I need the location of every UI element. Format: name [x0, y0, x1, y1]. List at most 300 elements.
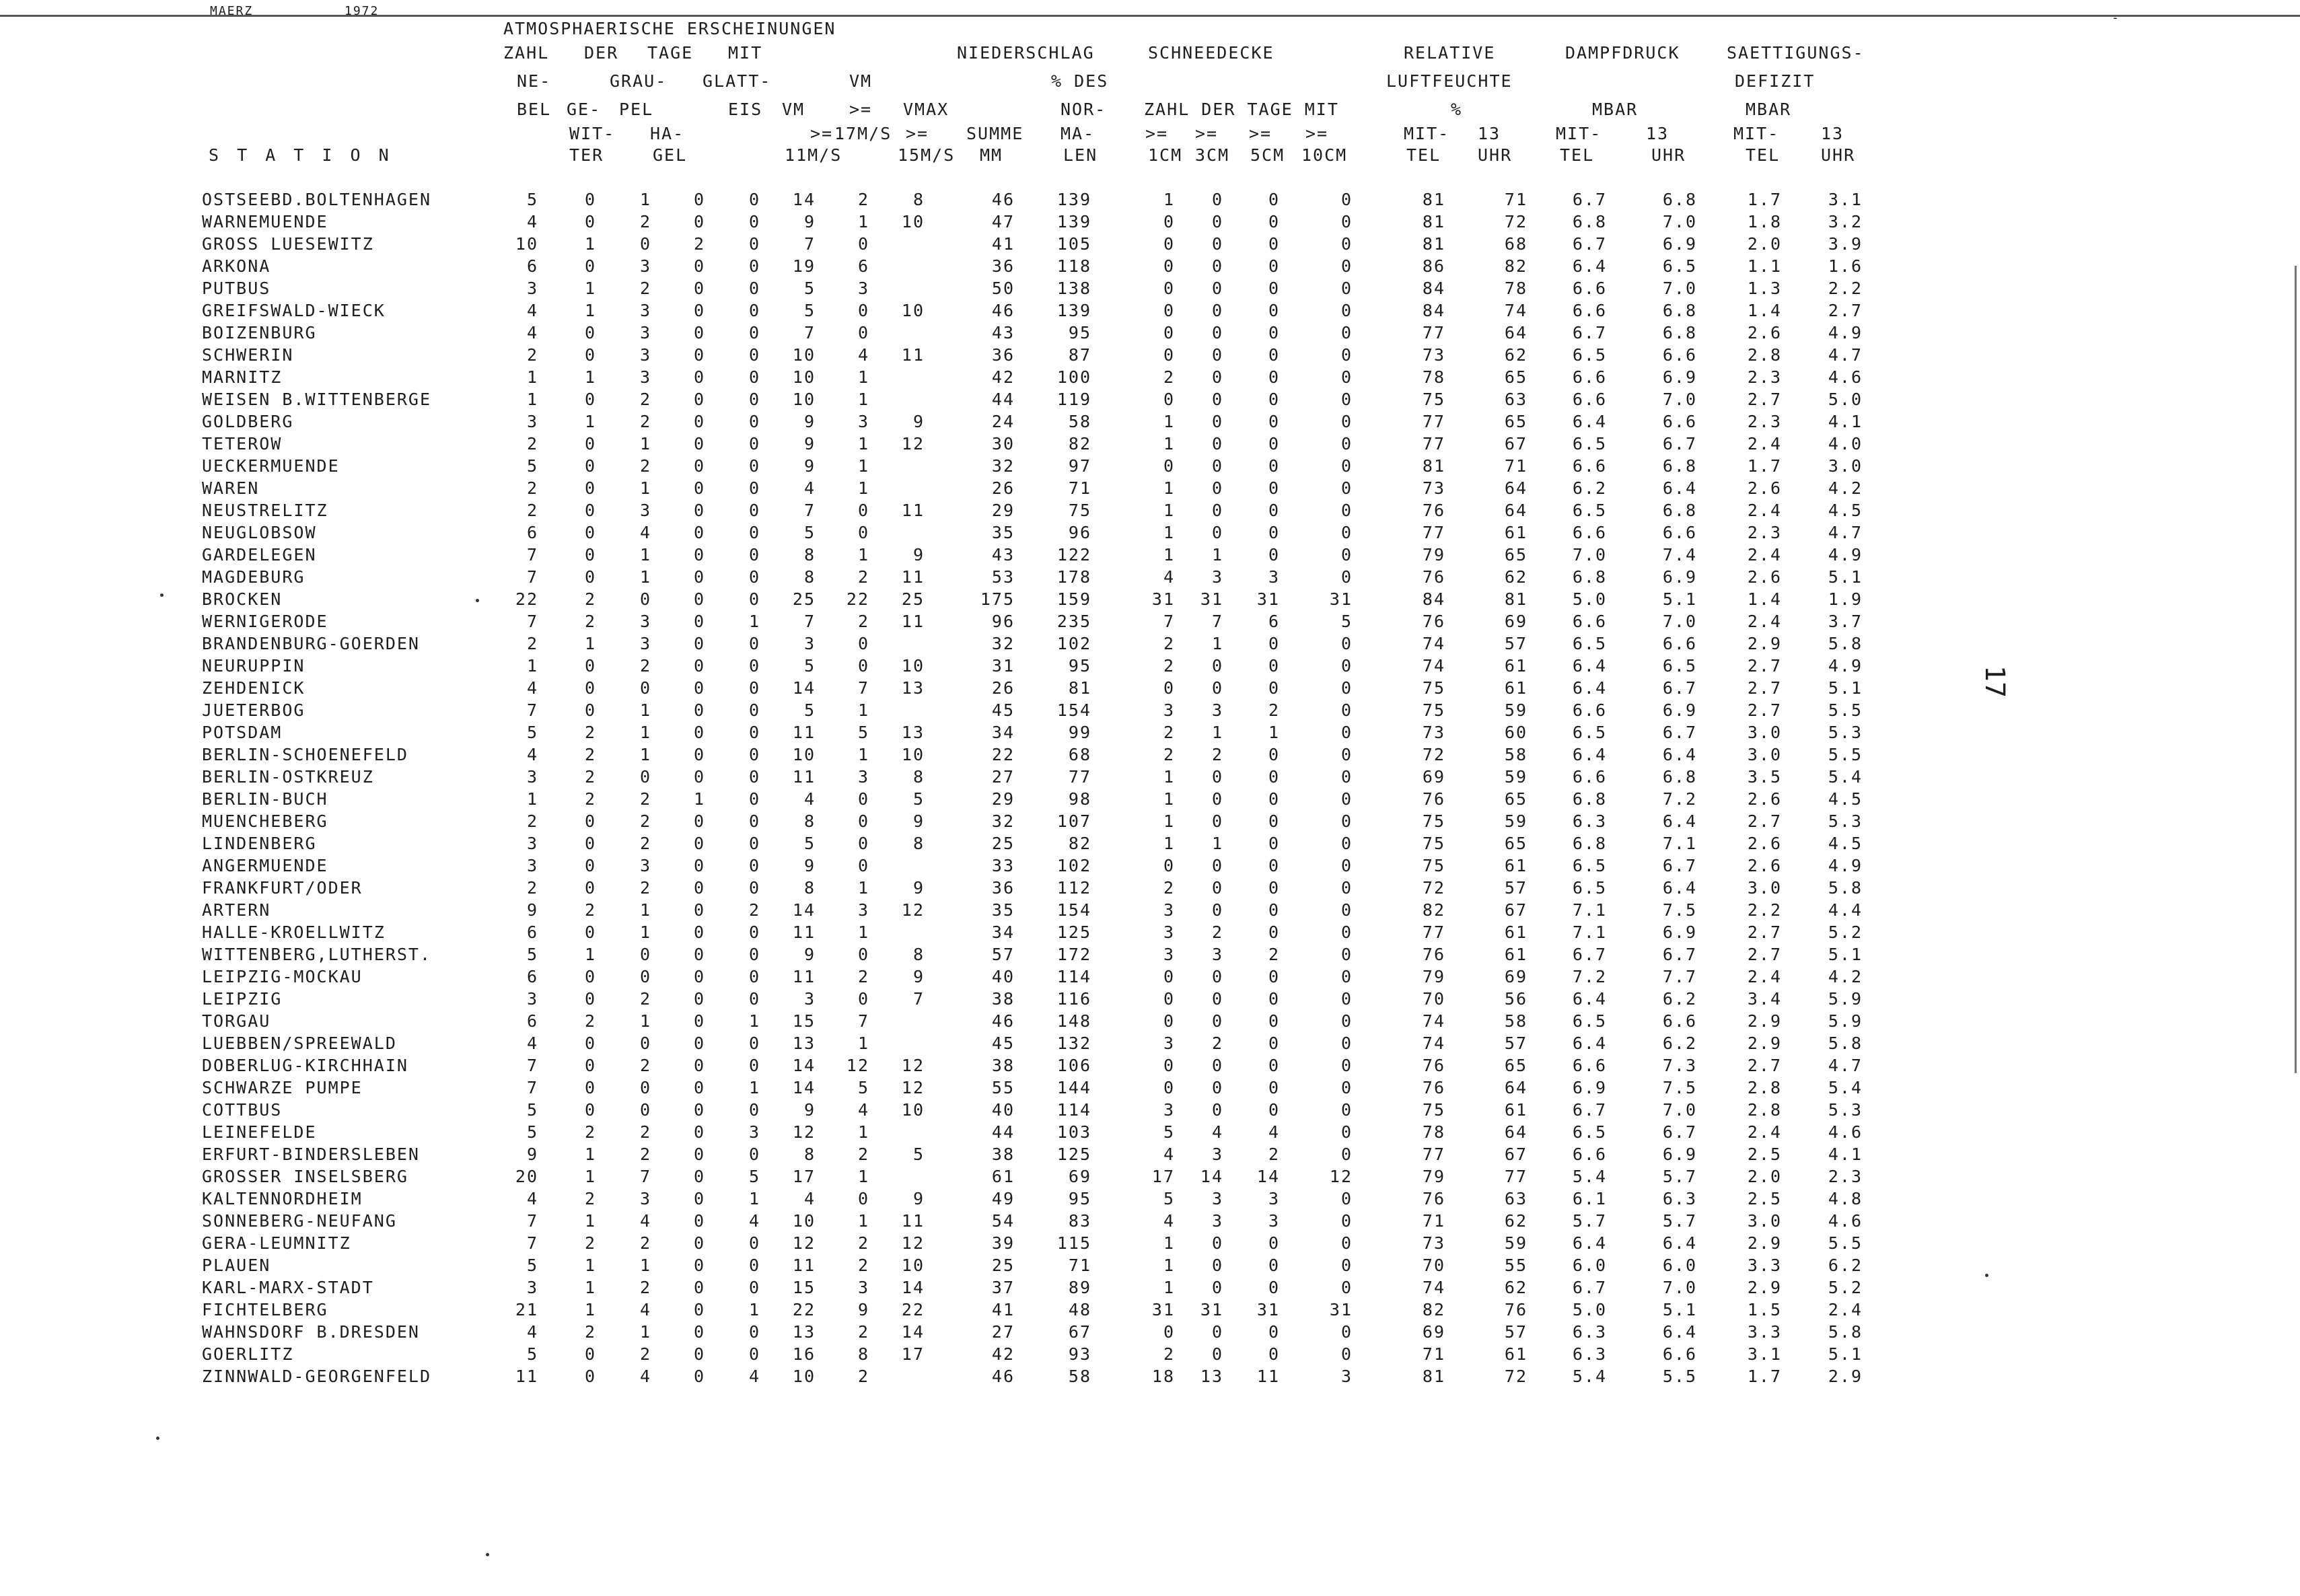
cell-saett-13uhr: 4.6 [1828, 367, 1863, 387]
cell-hagel: 0 [693, 279, 705, 298]
cell-dampf-13uhr: 7.5 [1662, 1078, 1697, 1097]
cell-graupel: 1 [639, 723, 651, 742]
cell-nebel: 7 [526, 612, 538, 631]
cell-snow-1cm: 3 [1163, 1033, 1175, 1053]
cell-hagel: 0 [693, 523, 705, 542]
cell-nebel: 4 [526, 745, 538, 764]
cell-vm11: 10 [792, 745, 816, 764]
cell-rh-13uhr: 61 [1504, 1344, 1528, 1364]
cell-snow-10cm: 0 [1340, 1278, 1353, 1297]
cell-glatteis: 0 [748, 1100, 760, 1120]
cell-vm17: 0 [857, 234, 869, 254]
cell-snow-1cm: 2 [1163, 656, 1175, 676]
cell-dampf-mittel: 6.5 [1572, 1122, 1607, 1142]
cell-rh-13uhr: 72 [1504, 1367, 1528, 1386]
cell-summe-mm: 32 [991, 456, 1015, 476]
cell-vm17: 0 [857, 656, 869, 676]
cell-graupel: 0 [639, 1033, 651, 1053]
cell-gewitter: 0 [584, 256, 596, 276]
cell-vm11: 9 [803, 434, 816, 454]
cell-snow-5cm: 0 [1268, 501, 1280, 520]
cell-rh-mittel: 81 [1422, 234, 1445, 254]
cell-hagel: 0 [693, 1167, 705, 1186]
page-number: 17 [1979, 665, 2011, 698]
cell-summe-mm: 45 [991, 1033, 1015, 1053]
cell-pct-normal: 71 [1068, 1256, 1091, 1275]
table-row [0, 567, 2300, 589]
cell-pct-normal: 99 [1068, 723, 1091, 742]
cell-summe-mm: 32 [991, 811, 1015, 831]
cell-rh-mittel: 79 [1422, 1167, 1445, 1186]
cell-rh-13uhr: 56 [1504, 989, 1528, 1009]
cell-snow-1cm: 0 [1163, 1011, 1175, 1031]
cell-gewitter: 1 [584, 1211, 596, 1231]
cell-gewitter: 2 [584, 723, 596, 742]
cell-saett-13uhr: 4.4 [1828, 900, 1863, 920]
cell-pct-normal: 139 [1056, 190, 1091, 209]
cell-dampf-mittel: 6.5 [1572, 856, 1607, 875]
cell-dampf-13uhr: 6.4 [1662, 1233, 1697, 1253]
cell-summe-mm: 25 [991, 834, 1015, 853]
cell-graupel: 2 [639, 789, 651, 809]
table-row [0, 1145, 2300, 1167]
table-row [0, 323, 2300, 345]
cell-gewitter: 0 [584, 501, 596, 520]
cell-vmax15: 8 [912, 190, 925, 209]
cell-vm11: 13 [792, 1033, 816, 1053]
station-name: KARL-MARX-STADT [202, 1278, 374, 1297]
cell-rh-13uhr: 65 [1504, 834, 1528, 853]
cell-snow-10cm: 0 [1340, 501, 1353, 520]
cell-snow-5cm: 0 [1268, 190, 1280, 209]
cell-vm17: 1 [857, 367, 869, 387]
cell-saett-mittel: 2.7 [1747, 678, 1782, 698]
cell-vm17: 1 [857, 434, 869, 454]
cell-pct-normal: 96 [1068, 523, 1091, 542]
cell-vm11: 14 [792, 190, 816, 209]
cell-nebel: 2 [526, 634, 538, 653]
cell-glatteis: 4 [748, 1367, 760, 1386]
cell-saett-mittel: 1.5 [1747, 1300, 1782, 1319]
cell-vmax15: 14 [901, 1322, 925, 1342]
hdr-ha: HA- [650, 124, 685, 143]
cell-snow-5cm: 6 [1268, 612, 1280, 631]
cell-snow-1cm: 0 [1163, 1322, 1175, 1342]
cell-snow-5cm: 0 [1268, 1233, 1280, 1253]
cell-snow-3cm: 1 [1211, 545, 1223, 565]
cell-vm11: 11 [792, 1256, 816, 1275]
cell-graupel: 0 [639, 678, 651, 698]
cell-hagel: 0 [693, 723, 705, 742]
hdr-mit: MIT [728, 43, 763, 63]
hdr-s2: >= [1195, 124, 1219, 143]
cell-dampf-13uhr: 7.4 [1662, 545, 1697, 565]
cell-hagel: 0 [693, 478, 705, 498]
cell-pct-normal: 103 [1056, 1122, 1091, 1142]
cell-snow-1cm: 3 [1163, 700, 1175, 720]
cell-pct-normal: 87 [1068, 345, 1091, 365]
cell-vm11: 8 [803, 1145, 816, 1164]
station-name: WARNEMUENDE [202, 212, 328, 231]
hdr-bel: BEL [517, 100, 552, 119]
cell-rh-mittel: 74 [1422, 1033, 1445, 1053]
cell-nebel: 5 [526, 1122, 538, 1142]
table-row [0, 234, 2300, 256]
cell-snow-5cm: 0 [1268, 1056, 1280, 1075]
cell-snow-10cm: 0 [1340, 323, 1353, 342]
cell-snow-3cm: 0 [1211, 212, 1223, 231]
cell-gewitter: 1 [584, 1300, 596, 1319]
cell-pct-normal: 102 [1056, 634, 1091, 653]
cell-gewitter: 0 [584, 1033, 596, 1053]
cell-snow-5cm: 2 [1268, 700, 1280, 720]
cell-gewitter: 0 [584, 190, 596, 209]
cell-pct-normal: 102 [1056, 856, 1091, 875]
cell-rh-mittel: 77 [1422, 922, 1445, 942]
cell-rh-13uhr: 81 [1504, 589, 1528, 609]
cell-dampf-mittel: 6.6 [1572, 612, 1607, 631]
cell-dampf-13uhr: 6.7 [1662, 856, 1697, 875]
cell-glatteis: 0 [748, 1145, 760, 1164]
cell-snow-5cm: 0 [1268, 323, 1280, 342]
cell-snow-10cm: 0 [1340, 412, 1353, 431]
cell-gewitter: 1 [584, 301, 596, 320]
cell-saett-13uhr: 4.1 [1828, 1145, 1863, 1164]
cell-glatteis: 0 [748, 678, 760, 698]
cell-vm11: 12 [792, 1233, 816, 1253]
cell-saett-mittel: 2.7 [1747, 700, 1782, 720]
cell-snow-3cm: 0 [1211, 323, 1223, 342]
cell-dampf-mittel: 6.6 [1572, 700, 1607, 720]
cell-graupel: 3 [639, 301, 651, 320]
cell-gewitter: 0 [584, 1100, 596, 1120]
cell-snow-5cm: 0 [1268, 212, 1280, 231]
station-name: ARTERN [202, 900, 271, 920]
cell-gewitter: 1 [584, 234, 596, 254]
cell-graupel: 7 [639, 1167, 651, 1186]
cell-dampf-13uhr: 7.2 [1662, 789, 1697, 809]
cell-saett-13uhr: 5.2 [1828, 1278, 1863, 1297]
hdr-wit: WIT- [569, 124, 616, 143]
station-table [0, 190, 2300, 1389]
cell-snow-3cm: 3 [1211, 1189, 1223, 1208]
cell-gewitter: 0 [584, 456, 596, 476]
speck-dot [486, 1553, 489, 1556]
cell-dampf-mittel: 6.7 [1572, 234, 1607, 254]
cell-summe-mm: 42 [991, 1344, 1015, 1364]
cell-dampf-mittel: 6.5 [1572, 345, 1607, 365]
cell-glatteis: 1 [748, 1300, 760, 1319]
cell-snow-1cm: 2 [1163, 1344, 1175, 1364]
cell-pct-normal: 107 [1056, 811, 1091, 831]
cell-hagel: 0 [693, 634, 705, 653]
cell-vm17: 1 [857, 390, 869, 409]
cell-snow-10cm: 31 [1329, 1300, 1353, 1319]
cell-gewitter: 0 [584, 811, 596, 831]
cell-dampf-13uhr: 6.7 [1662, 434, 1697, 454]
cell-glatteis: 0 [748, 723, 760, 742]
table-row [0, 345, 2300, 367]
cell-pct-normal: 122 [1056, 545, 1091, 565]
cell-graupel: 2 [639, 811, 651, 831]
cell-saett-13uhr: 5.4 [1828, 767, 1863, 787]
cell-snow-1cm: 3 [1163, 922, 1175, 942]
cell-gewitter: 1 [584, 1256, 596, 1275]
cell-rh-mittel: 75 [1422, 834, 1445, 853]
cell-snow-1cm: 1 [1163, 190, 1175, 209]
cell-saett-mittel: 2.4 [1747, 434, 1782, 454]
table-row [0, 989, 2300, 1011]
cell-rh-13uhr: 59 [1504, 811, 1528, 831]
cell-snow-10cm: 0 [1340, 190, 1353, 209]
station-name: JUETERBOG [202, 700, 306, 720]
cell-dampf-13uhr: 6.5 [1662, 256, 1697, 276]
cell-glatteis: 1 [748, 1011, 760, 1031]
cell-hagel: 0 [693, 1145, 705, 1164]
cell-vm17: 3 [857, 412, 869, 431]
cell-nebel: 5 [526, 1100, 538, 1120]
cell-graupel: 2 [639, 656, 651, 676]
hdr-pct: % [1451, 100, 1463, 119]
station-name: WEISEN B.WITTENBERGE [202, 390, 432, 409]
cell-dampf-13uhr: 6.7 [1662, 945, 1697, 964]
cell-dampf-mittel: 6.8 [1572, 789, 1607, 809]
cell-glatteis: 1 [748, 1189, 760, 1208]
cell-snow-5cm: 4 [1268, 1122, 1280, 1142]
cell-saett-13uhr: 2.2 [1828, 279, 1863, 298]
cell-saett-mittel: 2.7 [1747, 390, 1782, 409]
cell-nebel: 3 [526, 412, 538, 431]
cell-snow-10cm: 0 [1340, 967, 1353, 986]
cell-hagel: 0 [693, 856, 705, 875]
cell-snow-1cm: 1 [1163, 789, 1175, 809]
cell-gewitter: 0 [584, 212, 596, 231]
cell-vm11: 5 [803, 523, 816, 542]
cell-summe-mm: 43 [991, 545, 1015, 565]
cell-snow-10cm: 0 [1340, 1256, 1353, 1275]
cell-vm17: 1 [857, 878, 869, 898]
table-row [0, 456, 2300, 478]
cell-hagel: 0 [693, 834, 705, 853]
cell-glatteis: 0 [748, 789, 760, 809]
cell-gewitter: 0 [584, 567, 596, 587]
cell-saett-13uhr: 5.1 [1828, 567, 1863, 587]
cell-gewitter: 2 [584, 589, 596, 609]
cell-saett-mittel: 2.8 [1747, 345, 1782, 365]
cell-dampf-13uhr: 6.7 [1662, 678, 1697, 698]
cell-dampf-13uhr: 7.0 [1662, 390, 1697, 409]
cell-rh-13uhr: 61 [1504, 856, 1528, 875]
cell-snow-3cm: 1 [1211, 834, 1223, 853]
cell-saett-mittel: 3.1 [1747, 1344, 1782, 1364]
cell-hagel: 0 [693, 612, 705, 631]
cell-nebel: 21 [515, 1300, 538, 1319]
cell-summe-mm: 57 [991, 945, 1015, 964]
cell-snow-1cm: 2 [1163, 634, 1175, 653]
cell-snow-3cm: 31 [1200, 1300, 1223, 1319]
cell-vm17: 1 [857, 1033, 869, 1053]
hdr-niederschlag: NIEDERSCHLAG [957, 43, 1095, 63]
cell-snow-3cm: 0 [1211, 900, 1223, 920]
cell-pct-normal: 105 [1056, 234, 1091, 254]
cell-dampf-13uhr: 6.5 [1662, 656, 1697, 676]
cell-glatteis: 0 [748, 345, 760, 365]
cell-vm17: 2 [857, 967, 869, 986]
table-row [0, 279, 2300, 301]
cell-gewitter: 0 [584, 390, 596, 409]
cell-snow-5cm: 0 [1268, 1100, 1280, 1120]
cell-glatteis: 5 [748, 1167, 760, 1186]
cell-rh-mittel: 76 [1422, 612, 1445, 631]
cell-saett-mittel: 2.7 [1747, 656, 1782, 676]
cell-hagel: 0 [693, 434, 705, 454]
cell-snow-10cm: 0 [1340, 478, 1353, 498]
cell-vm17: 2 [857, 190, 869, 209]
cell-snow-1cm: 0 [1163, 301, 1175, 320]
cell-vm11: 15 [792, 1278, 816, 1297]
cell-graupel: 4 [639, 523, 651, 542]
station-name: TETEROW [202, 434, 283, 454]
cell-rh-mittel: 75 [1422, 678, 1445, 698]
table-row [0, 1256, 2300, 1278]
cell-nebel: 3 [526, 767, 538, 787]
cell-nebel: 4 [526, 323, 538, 342]
cell-vmax15: 14 [901, 1278, 925, 1297]
cell-gewitter: 1 [584, 412, 596, 431]
station-name: PUTBUS [202, 279, 271, 298]
cell-vmax15: 8 [912, 945, 925, 964]
hdr-13a: 13 [1478, 124, 1501, 143]
hdr-mit3: MIT- [1733, 124, 1780, 143]
cell-snow-5cm: 0 [1268, 900, 1280, 920]
cell-saett-mittel: 2.5 [1747, 1189, 1782, 1208]
cell-saett-13uhr: 4.7 [1828, 345, 1863, 365]
cell-nebel: 2 [526, 434, 538, 454]
cell-saett-13uhr: 5.1 [1828, 678, 1863, 698]
cell-vm17: 5 [857, 1078, 869, 1097]
cell-dampf-13uhr: 7.0 [1662, 612, 1697, 631]
cell-dampf-mittel: 6.7 [1572, 1100, 1607, 1120]
table-row [0, 1122, 2300, 1145]
table-row [0, 878, 2300, 900]
cell-snow-5cm: 3 [1268, 1211, 1280, 1231]
cell-saett-mittel: 1.8 [1747, 212, 1782, 231]
cell-snow-1cm: 0 [1163, 967, 1175, 986]
cell-vm11: 19 [792, 256, 816, 276]
cell-vm11: 5 [803, 279, 816, 298]
cell-rh-mittel: 82 [1422, 900, 1445, 920]
cell-rh-13uhr: 65 [1504, 789, 1528, 809]
cell-snow-3cm: 0 [1211, 523, 1223, 542]
cell-vm11: 4 [803, 789, 816, 809]
cell-nebel: 2 [526, 478, 538, 498]
cell-dampf-mittel: 6.8 [1572, 212, 1607, 231]
cell-hagel: 0 [693, 900, 705, 920]
cell-dampf-mittel: 7.1 [1572, 922, 1607, 942]
cell-snow-1cm: 5 [1163, 1122, 1175, 1142]
cell-saett-13uhr: 4.8 [1828, 1189, 1863, 1208]
cell-vmax15: 11 [901, 501, 925, 520]
cell-snow-5cm: 0 [1268, 967, 1280, 986]
cell-nebel: 1 [526, 789, 538, 809]
hdr-13c: 13 [1821, 124, 1844, 143]
cell-dampf-13uhr: 6.9 [1662, 567, 1697, 587]
cell-rh-mittel: 73 [1422, 723, 1445, 742]
cell-snow-5cm: 0 [1268, 345, 1280, 365]
cell-gewitter: 0 [584, 545, 596, 565]
cell-saett-mittel: 1.3 [1747, 279, 1782, 298]
cell-snow-1cm: 0 [1163, 1056, 1175, 1075]
table-row [0, 367, 2300, 390]
cell-rh-13uhr: 59 [1504, 700, 1528, 720]
cell-vm11: 11 [792, 767, 816, 787]
station-name: PLAUEN [202, 1256, 271, 1275]
cell-vmax15: 7 [912, 989, 925, 1009]
cell-vm17: 12 [846, 1056, 869, 1075]
hdr-ne: NE- [517, 71, 552, 91]
cell-graupel: 1 [639, 1011, 651, 1031]
cell-rh-13uhr: 74 [1504, 301, 1528, 320]
table-row [0, 700, 2300, 723]
cell-pct-normal: 118 [1056, 256, 1091, 276]
station-name: POTSDAM [202, 723, 283, 742]
cell-rh-13uhr: 57 [1504, 1322, 1528, 1342]
cell-snow-5cm: 0 [1268, 789, 1280, 809]
cell-dampf-13uhr: 6.2 [1662, 1033, 1697, 1053]
cell-summe-mm: 96 [991, 612, 1015, 631]
cell-nebel: 10 [515, 234, 538, 254]
cell-snow-10cm: 0 [1340, 989, 1353, 1009]
cell-hagel: 0 [693, 567, 705, 587]
cell-graupel: 1 [639, 900, 651, 920]
cell-snow-1cm: 2 [1163, 878, 1175, 898]
cell-rh-13uhr: 65 [1504, 545, 1528, 565]
cell-gewitter: 2 [584, 767, 596, 787]
cell-nebel: 6 [526, 967, 538, 986]
cell-nebel: 9 [526, 1145, 538, 1164]
cell-hagel: 0 [693, 989, 705, 1009]
cell-gewitter: 0 [584, 1344, 596, 1364]
cell-gewitter: 0 [584, 323, 596, 342]
cell-glatteis: 0 [748, 1322, 760, 1342]
cell-gewitter: 0 [584, 1367, 596, 1386]
hdr-eis: EIS [728, 100, 763, 119]
cell-dampf-mittel: 6.4 [1572, 745, 1607, 764]
cell-vm11: 10 [792, 367, 816, 387]
cell-vm11: 7 [803, 234, 816, 254]
cell-rh-13uhr: 63 [1504, 390, 1528, 409]
table-row [0, 1278, 2300, 1300]
cell-pct-normal: 114 [1056, 967, 1091, 986]
cell-vmax15: 12 [901, 1078, 925, 1097]
cell-vm11: 17 [792, 1167, 816, 1186]
cell-snow-1cm: 3 [1163, 1100, 1175, 1120]
cell-summe-mm: 29 [991, 501, 1015, 520]
cell-snow-3cm: 0 [1211, 1278, 1223, 1297]
cell-vm11: 16 [792, 1344, 816, 1364]
cell-dampf-mittel: 6.3 [1572, 1344, 1607, 1364]
cell-snow-10cm: 0 [1340, 878, 1353, 898]
cell-rh-13uhr: 58 [1504, 1011, 1528, 1031]
cell-snow-3cm: 0 [1211, 767, 1223, 787]
cell-vm17: 1 [857, 478, 869, 498]
cell-vmax15: 10 [901, 1256, 925, 1275]
cell-dampf-13uhr: 6.8 [1662, 301, 1697, 320]
cell-saett-13uhr: 4.5 [1828, 789, 1863, 809]
cell-snow-10cm: 0 [1340, 1011, 1353, 1031]
cell-nebel: 7 [526, 545, 538, 565]
cell-rh-mittel: 77 [1422, 434, 1445, 454]
